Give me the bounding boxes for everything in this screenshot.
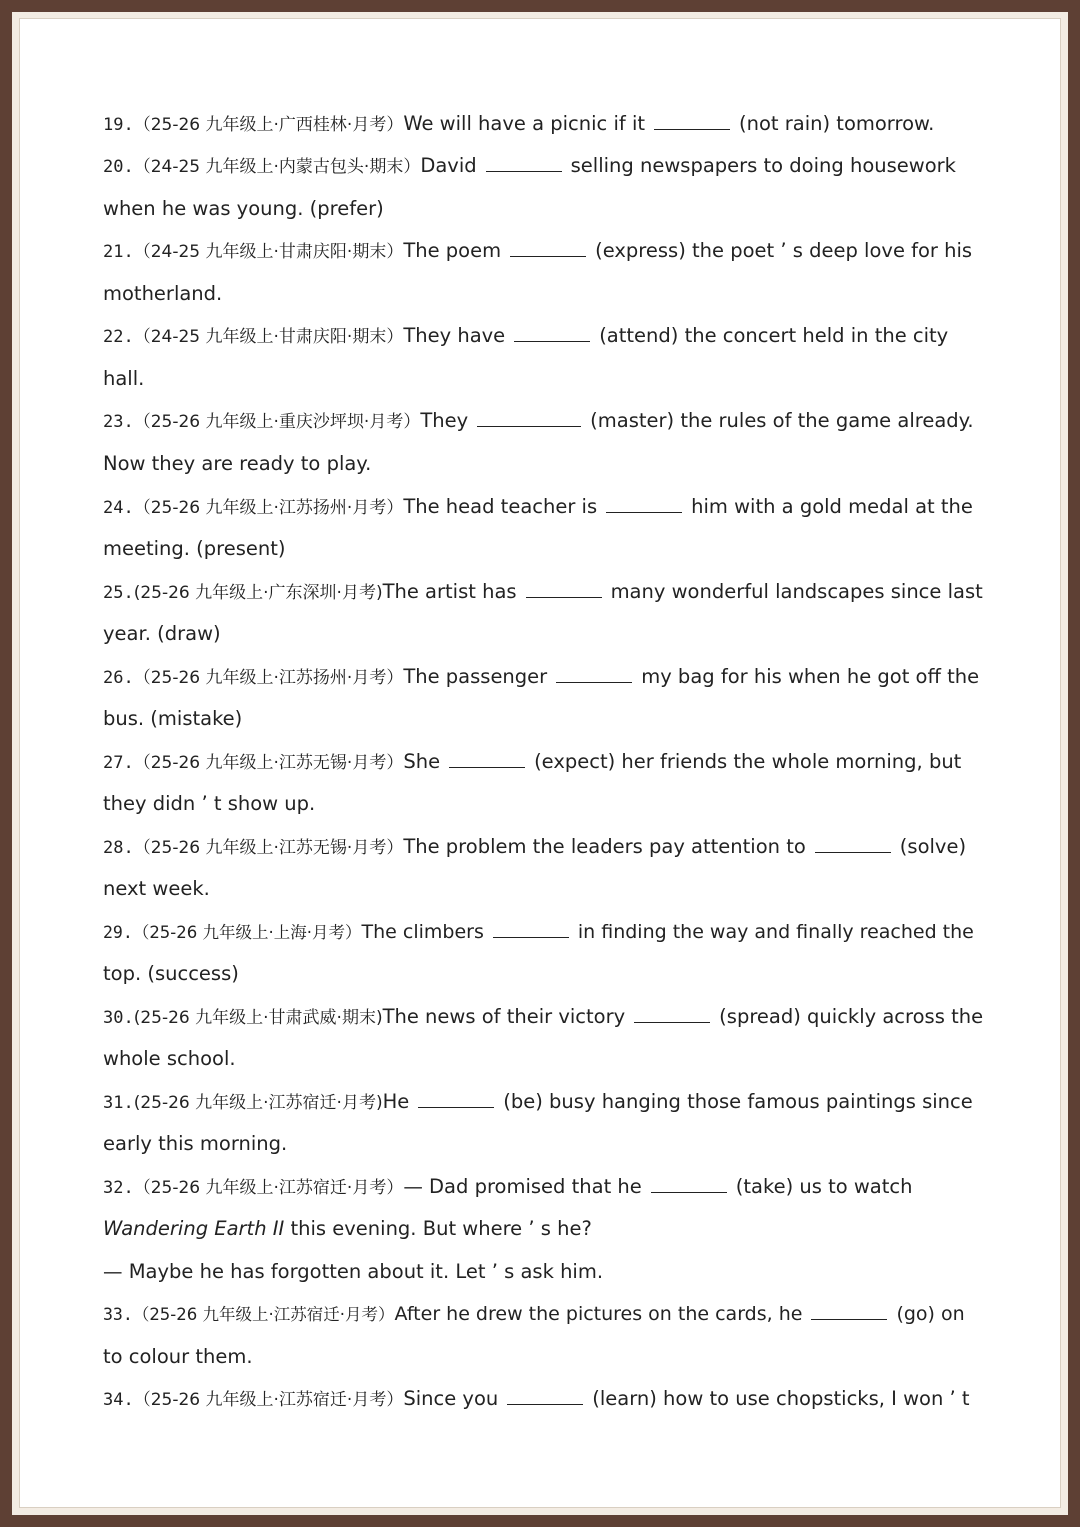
movie-title: Wandering Earth	[103, 1217, 267, 1240]
question-source: （25-26 九年级上·江苏无锡·月考）	[133, 753, 404, 773]
question-source: （24-25 九年级上·甘肃庆阳·期末）	[133, 327, 404, 347]
question-text: (attend) the concert held in the city	[599, 324, 949, 347]
question-31-continued: early this morning.	[103, 1132, 288, 1155]
question-text: We will have a picnic if it	[403, 112, 646, 135]
answer-blank[interactable]	[418, 1087, 494, 1108]
question-source: （24-25 九年级上·内蒙古包头·期末）	[133, 157, 421, 177]
question-text: — Dad promised that he	[403, 1175, 642, 1198]
question-27-continued: they didn ’ t show up.	[103, 792, 316, 815]
question-29	[103, 911, 974, 953]
question-source: （25-26 九年级上·江苏扬州·月考）	[133, 668, 404, 688]
question-text: (go) on	[896, 1303, 965, 1325]
question-31	[103, 1081, 973, 1123]
question-number: 21.	[103, 242, 134, 262]
question-source: (25-26 九年级上·广东深圳·月考)	[133, 583, 383, 603]
question-text: selling newspapers to doing housework	[570, 154, 956, 177]
question-number: 28.	[103, 838, 134, 858]
question-32-reply: — Maybe he has forgotten about it. Let ’ s ask him.	[103, 1260, 604, 1283]
answer-blank[interactable]	[654, 109, 730, 130]
question-32	[103, 1166, 912, 1208]
question-source: （25-26 九年级上·江苏扬州·月考）	[133, 498, 404, 518]
question-text: (learn) how to use chopsticks, I won ’ t	[592, 1387, 970, 1410]
question-19	[103, 103, 934, 145]
question-number: 31.	[103, 1093, 134, 1113]
answer-blank[interactable]	[606, 492, 682, 513]
answer-blank[interactable]	[634, 1002, 710, 1023]
question-number: 19.	[103, 115, 134, 135]
question-text: (solve)	[899, 835, 967, 858]
question-22-continued: hall.	[103, 367, 145, 390]
question-24	[103, 486, 973, 528]
question-number: 26.	[103, 668, 134, 688]
question-text: The problem the leaders pay attention to	[403, 835, 806, 858]
question-26	[103, 656, 979, 698]
question-text: this evening. But where ’ s he?	[290, 1217, 592, 1240]
question-21-continued: motherland.	[103, 282, 223, 305]
question-number: 23.	[103, 412, 134, 432]
question-text: (not rain) tomorrow.	[739, 112, 935, 135]
question-text: my bag for his when he got off the	[641, 665, 980, 688]
question-number: 34.	[103, 1390, 134, 1410]
question-text: The poem	[403, 239, 502, 262]
answer-blank[interactable]	[556, 662, 632, 683]
answer-blank[interactable]	[486, 151, 562, 172]
question-source: （25-26 九年级上·重庆沙坪坝·月考）	[133, 412, 421, 432]
question-25	[103, 571, 983, 613]
question-number: 33.	[103, 1305, 133, 1324]
question-text: David	[420, 154, 477, 177]
question-33	[103, 1293, 965, 1335]
question-source: （24-25 九年级上·甘肃庆阳·期末）	[133, 242, 404, 262]
question-number: 24.	[103, 498, 134, 518]
question-text: Since you	[403, 1387, 499, 1410]
question-32-continued	[103, 1208, 592, 1250]
question-text: They have	[403, 324, 506, 347]
question-text: The artist has	[382, 580, 517, 603]
answer-blank[interactable]	[651, 1172, 727, 1193]
question-source: （25-26 九年级上·上海·月考）	[132, 923, 362, 942]
question-source: （25-26 九年级上·广西桂林·月考）	[133, 115, 404, 135]
question-source: （25-26 九年级上·江苏宿迁·月考）	[132, 1305, 395, 1324]
question-text: (expect) her friends the whole morning, but	[534, 750, 962, 773]
answer-blank[interactable]	[477, 406, 581, 427]
movie-part: II	[272, 1217, 285, 1240]
question-text: They	[420, 409, 469, 432]
question-33-continued: to colour them.	[103, 1345, 253, 1368]
question-source: （25-26 九年级上·江苏宿迁·月考）	[133, 1390, 404, 1410]
question-text: The climbers	[361, 921, 484, 943]
question-number: 32.	[103, 1178, 134, 1198]
question-27	[103, 741, 961, 783]
question-text: The news of their victory	[382, 1005, 626, 1028]
question-text: After he drew the pictures on the cards, he	[394, 1303, 803, 1325]
answer-blank[interactable]	[507, 1384, 583, 1405]
answer-blank[interactable]	[514, 321, 590, 342]
question-number: 27.	[103, 753, 134, 773]
question-30	[103, 996, 983, 1038]
question-text: (express) the poet ’ s deep love for his	[595, 239, 973, 262]
question-text: She	[403, 750, 441, 773]
question-text: The head teacher is	[403, 495, 598, 518]
question-number: 30.	[103, 1008, 134, 1028]
question-text: in finding the way and finally reached the	[577, 921, 974, 943]
question-text: He	[382, 1090, 410, 1113]
question-26-continued: bus. (mistake)	[103, 707, 243, 730]
question-text: The passenger	[403, 665, 548, 688]
answer-blank[interactable]	[510, 236, 586, 257]
question-source: (25-26 九年级上·甘肃武威·期末)	[133, 1008, 383, 1028]
question-23	[103, 400, 974, 442]
question-25-continued: year. (draw)	[103, 622, 221, 645]
answer-blank[interactable]	[526, 577, 602, 598]
question-text: him with a gold medal at the	[691, 495, 973, 518]
question-20-continued: when he was young. (prefer)	[103, 197, 384, 220]
answer-blank[interactable]	[811, 1299, 887, 1320]
question-28	[103, 826, 966, 868]
answer-blank[interactable]	[493, 917, 569, 938]
question-text: (spread) quickly across the	[719, 1005, 984, 1028]
question-23-continued: Now they are ready to play.	[103, 452, 372, 475]
answer-blank[interactable]	[449, 747, 525, 768]
question-text: (take) us to watch	[735, 1175, 913, 1198]
answer-blank[interactable]	[815, 832, 891, 853]
question-number: 20.	[103, 157, 134, 177]
question-number: 22.	[103, 327, 134, 347]
question-28-continued: next week.	[103, 877, 210, 900]
question-source: (25-26 九年级上·江苏宿迁·月考)	[133, 1093, 383, 1113]
question-number: 29.	[103, 923, 133, 942]
question-text: (master) the rules of the game already.	[590, 409, 974, 432]
question-text: (be) busy hanging those famous paintings since	[503, 1090, 973, 1113]
question-20	[103, 145, 956, 187]
question-34	[103, 1378, 970, 1420]
question-21	[103, 230, 972, 272]
question-29-continued: top. (success)	[103, 962, 239, 985]
question-number: 25.	[103, 583, 134, 603]
question-24-continued: meeting. (present)	[103, 537, 286, 560]
question-22	[103, 315, 948, 357]
question-source: （25-26 九年级上·江苏无锡·月考）	[133, 838, 404, 858]
question-30-continued: whole school.	[103, 1047, 236, 1070]
question-text: many wonderful landscapes since last	[610, 580, 983, 603]
question-source: （25-26 九年级上·江苏宿迁·月考）	[133, 1178, 404, 1198]
